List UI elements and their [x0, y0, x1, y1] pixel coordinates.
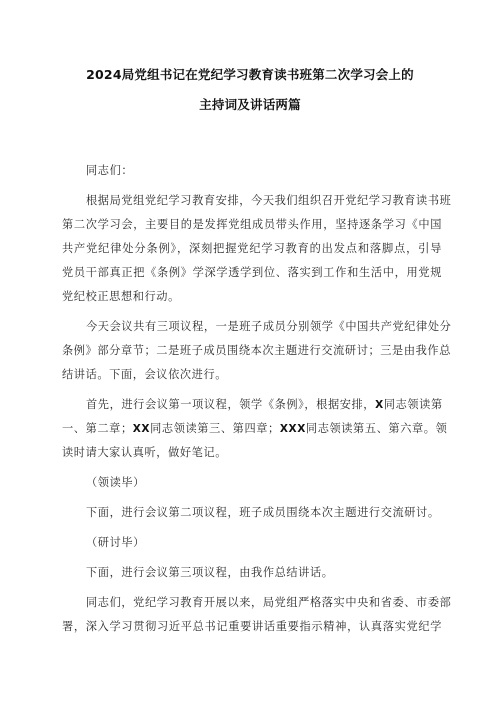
- paragraph-4: 下面，进行会议第二项议程，班子成员围绕本次主题进行交流研讨。: [86, 506, 440, 519]
- paragraph-1-line-2: 第二次学习会，主要目的是发挥党组成员带头作用，坚持逐条学习《中国: [62, 218, 442, 231]
- paragraph-3-line-2: [62, 422, 447, 436]
- paragraph-1-line-3: 共产党纪律处分条例》，深刻把握党纪学习教育的出发点和落脚点，引导: [62, 242, 442, 255]
- document-title-line-2: 主持词及讲话两篇: [199, 97, 301, 112]
- document-title-line-1: 2024局党组书记在党纪学习教育读书班第二次学习会上的: [86, 67, 414, 82]
- note-reading-done: （领读毕）: [86, 476, 145, 489]
- paragraph-6-line-1: 同志们，党纪学习教育开展以来，局党组严格落实中央和省委、市委部: [86, 596, 452, 609]
- paragraph-5: 下面，进行会议第三项议程，由我作总结讲话。: [86, 566, 334, 579]
- paragraph-3-line-1: [86, 398, 443, 412]
- paragraph-2-line-3: 结讲话。下面，会议依次进行。: [62, 368, 228, 381]
- paragraph-1-line-4: 党员干部真正把《条例》学深学透学到位、落实到工作和生活中，用党规: [62, 266, 442, 279]
- note-discussion-done: （研讨毕）: [86, 536, 145, 549]
- paragraph-1-line-5: 党纪校正思想和行动。: [62, 290, 180, 303]
- salutation: 同志们：: [86, 164, 134, 177]
- paragraph-2-line-2: 条例》部分章节；二是班子成员围绕本次主题进行交流研讨；三是由我作总: [62, 344, 451, 357]
- p3-l2-post: 同志领读第五、第六章。领: [305, 422, 448, 435]
- paragraph-6-line-2: 署，深入学习贯彻习近平总书记重要讲话重要指示精神，认真落实党纪学: [62, 620, 442, 633]
- paragraph-2-line-1: 今天会议共有三项议程，一是班子成员分别领学《中国共产党纪律处分: [86, 320, 452, 333]
- p3-l1-post: 同志领读第: [383, 398, 443, 411]
- p3-l1-bold: X: [375, 399, 384, 411]
- p3-l2-bold-1: XX: [132, 423, 151, 435]
- p3-l2-mid: 同志领读第三、第四章；: [150, 422, 280, 435]
- paragraph-1-line-1: 根据局党组党纪学习教育安排，今天我们组织召开党纪学习教育读书班: [86, 194, 452, 207]
- p3-l2-bold-2: XXX: [279, 423, 306, 435]
- p3-l1-pre: 首先，进行会议第一项议程，领学《条例》，根据安排，: [86, 398, 376, 411]
- p3-l2-pre: 一、第二章；: [62, 422, 133, 435]
- paragraph-3-line-3: 读时请大家认真听，做好笔记。: [62, 446, 228, 459]
